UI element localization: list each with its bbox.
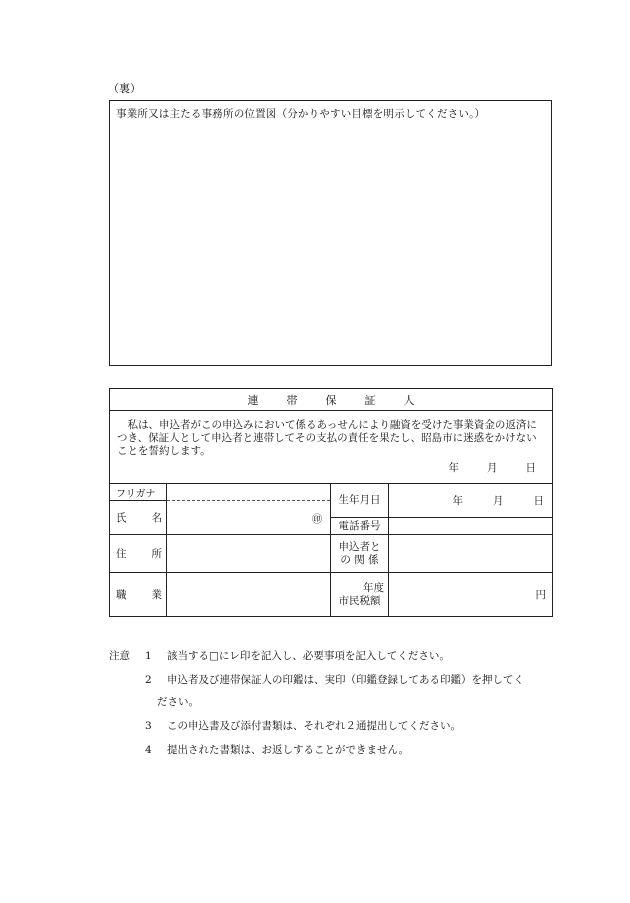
occupation-input[interactable] [167, 573, 331, 617]
oath-text: 私は、申込者がこの申込みにおいて係るあっせんにより融資を受けた事業資金の返済につき、保証人として申込者と連帯してその支払の責任を果たし、昭島市に迷惑をかけないことを誓約します。 [117, 419, 537, 457]
note-text: この申込書及び添付書類は、それぞれ２通提出してください。 [167, 720, 461, 732]
phone-label: 電話番号 [331, 518, 389, 535]
relation-label [331, 535, 389, 573]
note-number: 1 [145, 650, 152, 662]
guarantor-title [110, 389, 553, 411]
address-label [110, 535, 167, 573]
location-map-box[interactable] [109, 100, 552, 366]
seal-icon: ㊞ [312, 514, 322, 525]
address-label-char: 住 [116, 548, 127, 560]
title-char: 人 [403, 393, 415, 407]
guarantor-table [109, 388, 553, 617]
furigana-label: フリガナ [110, 484, 167, 501]
relation-label-line2: の 関 係 [340, 553, 379, 566]
title-char: 保 [325, 393, 337, 407]
relation-input[interactable] [389, 535, 553, 573]
note-number: 2 [145, 674, 152, 686]
title-char: 証 [364, 393, 376, 407]
address-input[interactable] [167, 535, 331, 573]
note-number: 4 [145, 744, 152, 756]
note-item [109, 644, 567, 668]
furigana-input[interactable] [167, 484, 331, 501]
occupation-label [110, 573, 167, 617]
birth-label: 生年月日 [331, 484, 389, 518]
note-item [109, 738, 567, 762]
note-item [109, 668, 567, 692]
notes-head: 注意 [109, 650, 130, 662]
page-side-label: （裏） [108, 82, 141, 95]
occupation-label-char: 職 [116, 589, 127, 601]
oath-day: 日 [525, 462, 536, 474]
birth-month: 月 [493, 495, 504, 507]
tax-label-line2: 市民税額 [338, 594, 381, 607]
tax-amount-input[interactable] [389, 573, 553, 617]
notes-section [109, 644, 567, 762]
phone-input[interactable] [389, 518, 553, 535]
birth-day: 日 [533, 495, 544, 507]
title-char: 帯 [286, 393, 298, 407]
oath-month: 月 [487, 462, 498, 474]
birth-year: 年 [452, 495, 463, 507]
occupation-label-char: 業 [151, 589, 162, 601]
birth-value[interactable] [389, 484, 553, 518]
address-label-char: 所 [151, 548, 162, 560]
note-item [109, 714, 567, 738]
note-number: 3 [145, 720, 152, 732]
note-text: 該当する□にレ印を記入し、必要事項を記入してください。 [167, 650, 450, 662]
title-char: 連 [247, 393, 259, 407]
relation-label-line1: 申込者と [338, 540, 381, 553]
name-input[interactable] [167, 501, 331, 535]
note-text-continued: ださい。 [157, 696, 199, 708]
tax-label-line1: 年度 [363, 581, 384, 594]
oath-date [421, 462, 537, 475]
name-label-char: 氏 [116, 512, 127, 524]
note-text: 申込者及び連帯保証人の印鑑は、実印（印鑑登録してある印鑑）を押してく [167, 674, 524, 686]
oath-cell [110, 411, 553, 484]
name-label-char: 名 [151, 512, 162, 524]
note-text: 提出された書類は、お返しすることができません。 [167, 744, 410, 756]
yen-unit: 円 [535, 589, 546, 601]
tax-label [331, 573, 389, 617]
name-label [110, 501, 167, 535]
oath-year: 年 [448, 462, 459, 474]
location-map-caption: 事業所又は主たる事務所の位置図（分かりやすい目標を明示してください。） [116, 108, 486, 120]
